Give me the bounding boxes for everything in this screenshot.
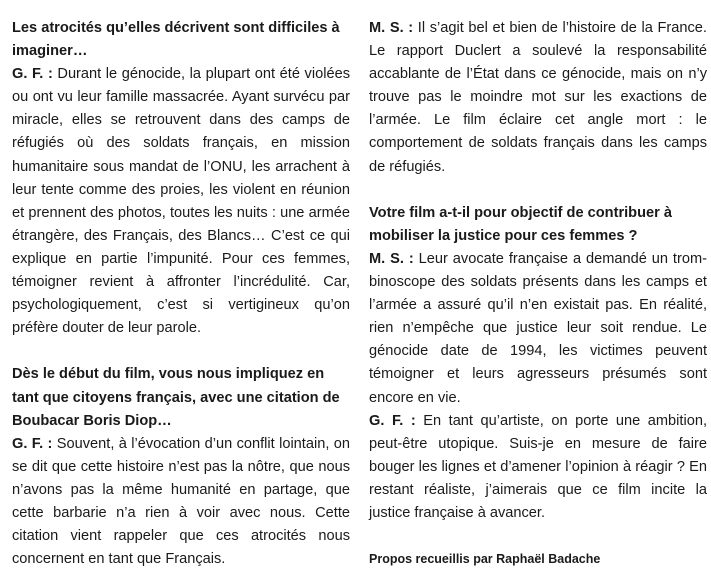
answer-ms-1 <box>369 17 707 179</box>
speaker-label: G. F. : <box>12 66 53 83</box>
speaker-label: M. S. : <box>369 250 414 267</box>
speaker-label: G. F. : <box>369 412 416 429</box>
answer-gf-1 <box>12 63 350 340</box>
answer-text: Il s’agit bel et bien de l’histoire de la France. Le rapport Duclert a soulevé la responsabilité accablante de l’État dans ce génocide, mais on n’y trouve pas le moindre mot sur les exactions de l’armée. Le film éclaire cet angle mort : le comportement de soldats français dans les camps de réfugiés. <box>369 20 707 175</box>
question-citizens: Dès le début du film, vous nous impliquez en tant que citoyens français, avec une citation de Boubacar Boris Diop… <box>12 366 340 429</box>
left-column <box>12 17 350 571</box>
answer-gf-3 <box>369 410 707 525</box>
answer-text: Leur avocate française a demandé un trombinoscope des soldats présents dans les camps et l’armée a assuré qu’il n’en existait pas. En réalité, rien n’empêche que justice leur soit rendue. Le génocide date de 1994, les victimes peuvent témoigner et leurs agresseurs présumés sont encore en vie. <box>369 250 707 406</box>
answer-text: En tant qu’artiste, on porte une ambition, peut-être utopique. Suis-je en mesure de faire bouger les lignes et d’amener l’opinion à réagir ? En restant réaliste, j’aimerais que ce film incite la justice française à avancer. <box>369 412 707 521</box>
paragraph-spacer <box>369 179 707 202</box>
interview-credit: Propos recueillis par Raphaël Badache <box>369 552 601 567</box>
answer-ms-2 <box>369 248 707 410</box>
question-atrocities: Les atrocités qu’elles décrivent sont difficiles à imaginer… <box>12 20 340 60</box>
paragraph-spacer <box>369 525 707 548</box>
speaker-label: G. F. : <box>12 435 53 452</box>
answer-text: Durant le génocide, la plupart ont été violées ou ont vu leur famille massacrée. Ayant survécu par miracle, elles se retrouvent dans des camps de réfugiés où des soldats français, en mission humanitaire sous mandat de l’ONU, les arrachent à leur tente comme des proies, les violent en réunion et prennent des photos, toutes les nuits : une armée étrangère, des Français, des Blancs… C’est ce qui explique en partie l’impunité. Pour ces femmes, témoigner revient à affronter l’incrédulité. Car, psychologiquement, c’est si vertigineux qu’on préfère douter de leur parole. <box>12 66 350 337</box>
question-justice: Votre film a-t-il pour objectif de contribuer à mobiliser la justice pour ces femmes ? <box>369 204 672 244</box>
right-column <box>369 17 707 571</box>
speaker-label: M. S. : <box>369 20 414 36</box>
paragraph-spacer <box>12 340 350 363</box>
answer-text: Souvent, à l’évocation d’un conflit lointain, on se dit que cette histoire n’est pas la nôtre, que nous n’avons pas la même humanité en partage, que cette barbarie n’a rien à voir avec nous. Cette citation vient rappeler que ces atrocités nous concernent en tant que Français. <box>12 435 350 568</box>
answer-gf-2 <box>12 433 350 571</box>
